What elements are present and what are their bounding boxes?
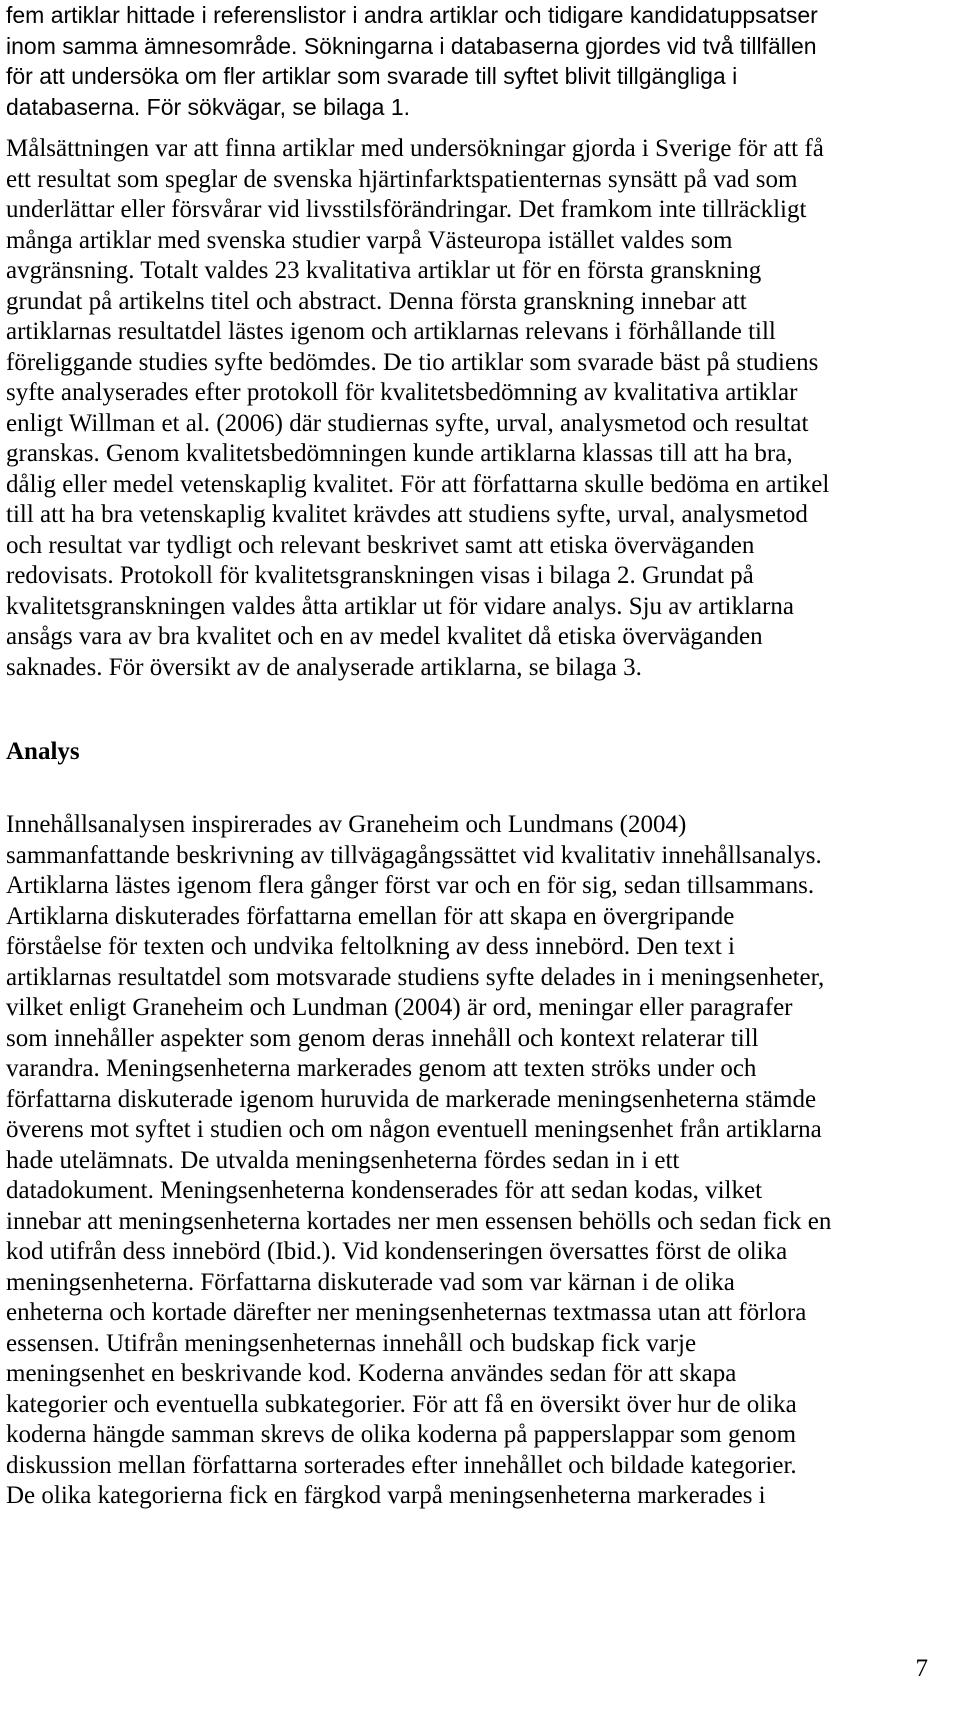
text-line: redovisats. Protokoll för kvalitetsgranskningen visas i bilaga 2. Grundat på [6, 562, 754, 589]
text-line: till att ha bra vetenskaplig kvalitet krävdes att studiens syfte, urval, analysmetod [6, 501, 808, 528]
text-line: föreliggande studies syfte bedömdes. De tio artiklar som svarade bäst på studiens [6, 348, 819, 376]
text-line: koderna hängde samman skrevs de olika koderna på papperslappar som genom [6, 1421, 797, 1448]
text-line: Artiklarna lästes igenom flera gånger först var och en för sig, sedan tillsammans. [6, 872, 815, 899]
text-line: enligt Willman et al. (2006) där studiernas syfte, urval, analysmetod och resultat [6, 409, 809, 437]
text-line: enheterna och kortade därefter ner meningsenheternas textmassa utan att förlora [6, 1299, 807, 1326]
text-line: förståelse för texten och undvika feltolkning av dess innebörd. Den text i [6, 933, 735, 960]
text-line: många artiklar med svenska studier varpå Västeuropa istället valdes som [6, 226, 733, 254]
text-line: som innehåller aspekter som genom deras innehåll och kontext relaterar till [6, 1024, 759, 1052]
text-line: fem artiklar hittade i referenslistor i andra artiklar och tidigare kandidatuppsatser [6, 2, 818, 28]
text-line: underlättar eller försvårar vid livsstilsförändringar. Det framkom inte tillräckligt [6, 196, 807, 223]
text-line: innebar att meningsenheterna kortades ner men essensen behölls och sedan fick en [6, 1207, 832, 1235]
text-line: meningsenhet en beskrivande kod. Koderna användes sedan för att skapa [6, 1360, 737, 1387]
text-line: Innehållsanalysen inspirerades av Graneheim och Lundmans (2004) [6, 811, 687, 838]
text-line: grundat på artikelns titel och abstract. Denna första granskning innebar att [6, 287, 747, 315]
page-number: 7 [915, 1655, 928, 1682]
text-line: ansågs vara av bra kvalitet och en av medel kvalitet då etiska överväganden [6, 623, 763, 650]
text-line: dålig eller medel vetenskaplig kvalitet. För att författarna skulle bedöma en artikel [6, 470, 830, 498]
text-line: Målsättningen var att finna artiklar med undersökningar gjorda i Sverige för att få [6, 135, 824, 162]
paragraph-analysis [6, 810, 946, 1512]
text-line: diskussion mellan författarna sorterades efter innehållet och bildade kategorier. [6, 1451, 797, 1479]
text-line: hade utelämnats. De utvalda meningsenheterna fördes sedan in i ett [6, 1146, 680, 1174]
text-line: essensen. Utifrån meningsenheternas innehåll och budskap fick varje [6, 1329, 697, 1357]
text-line: kvalitetsgranskningen valdes åtta artiklar ut för vidare analys. Sju av artiklarna [6, 592, 794, 620]
text-line: saknades. För översikt av de analyserade artiklarna, se bilaga 3. [6, 653, 642, 681]
paragraph-selection-method [6, 134, 946, 683]
text-line: databaserna. För sökvägar, se bilaga 1. [6, 93, 411, 120]
text-line: kategorier och eventuella subkategorier. För att få en översikt över hur de olika [6, 1390, 797, 1418]
text-line: granskas. Genom kvalitetsbedömningen kunde artiklarna klassas till att ha bra, [6, 440, 793, 467]
text-line: datadokument. Meningsenheterna kondenserades för att sedan kodas, vilket [6, 1177, 763, 1204]
text-line: De olika kategorierna fick en färgkod varpå meningsenheterna markerades i [6, 1482, 766, 1509]
text-line: inom samma ämnesområde. Sökningarna i databaserna gjordes vid två tillfällen [6, 32, 817, 59]
text-line: Artiklarna diskuterades författarna emellan för att skapa en övergripande [6, 902, 735, 930]
text-line: och resultat var tydligt och relevant beskrivet samt att etiska överväganden [6, 531, 755, 559]
text-line: författarna diskuterade igenom huruvida de markerade meningsenheterna stämde [6, 1085, 817, 1113]
text-line: ett resultat som speglar de svenska hjärtinfarktspatienternas synsätt på vad som [6, 165, 798, 193]
text-line: för att undersöka om fler artiklar som svarade till syftet blivit tillgängliga i [6, 63, 738, 89]
text-line: varandra. Meningsenheterna markerades genom att texten ströks under och [6, 1055, 757, 1082]
text-line: avgränsning. Totalt valdes 23 kvalitativa artiklar ut för en första granskning [6, 257, 762, 284]
text-line: meningsenheterna. Författarna diskuterade vad som var kärnan i de olika [6, 1268, 735, 1296]
text-line: artiklarnas resultatdel som motsvarade studiens syfte delades in i meningsenheter, [6, 963, 825, 991]
section-heading-analys: Analys [6, 738, 80, 765]
paragraph-search-sources [6, 0, 946, 122]
text-line: sammanfattande beskrivning av tillvägagångssättet vid kvalitativ innehållsanalys. [6, 841, 822, 869]
text-line: överens mot syftet i studien och om någon eventuell meningsenhet från artiklarna [6, 1116, 822, 1143]
text-line: vilket enligt Graneheim och Lundman (2004) är ord, meningar eller paragrafer [6, 994, 793, 1021]
text-line: artiklarnas resultatdel lästes igenom och artiklarnas relevans i förhållande till [6, 318, 776, 345]
text-line: kod utifrån dess innebörd (Ibid.). Vid kondenseringen översattes först de olika [6, 1238, 788, 1265]
text-line: syfte analyserades efter protokoll för kvalitetsbedömning av kvalitativa artiklar [6, 379, 798, 406]
